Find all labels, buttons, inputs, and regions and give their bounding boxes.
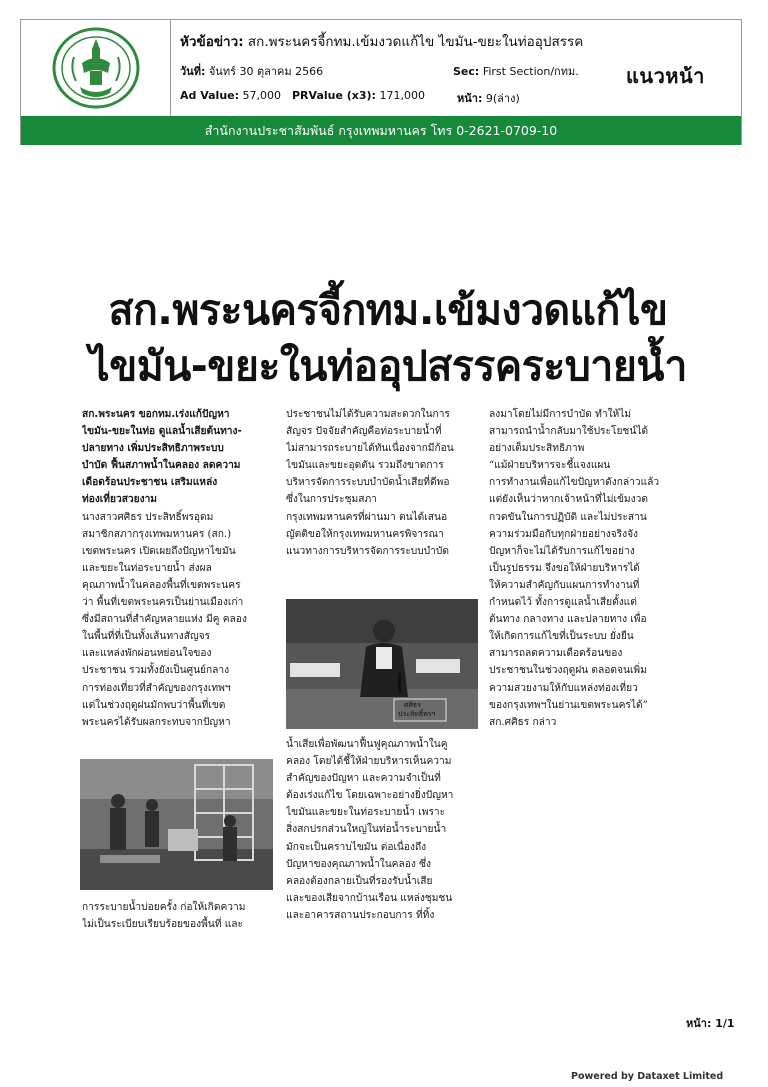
text-line: การทำงานเพื่อแก้ไขปัญหาดังกล่าวแล้ว [489, 477, 660, 489]
text-line: สามารถนำน้ำกลับมาใช้ประโยชน์ได้ [489, 426, 649, 438]
text-line: เขตพระนคร เปิดเผยถึงปัญหาไขมัน [82, 545, 236, 557]
column-3 [489, 406, 693, 746]
newspaper-name: แนวหน้า [626, 64, 705, 88]
text-line: และอาคารสถานประกอบการ ที่ทิ้ง [286, 909, 435, 921]
section-field [453, 62, 579, 80]
text-line: อย่างเต็มประสิทธิภาพ [489, 443, 585, 455]
headline-line-1: สก.พระนครจี้กทม.เข้มงวดแก้ไข [108, 286, 668, 334]
text-line: ปลายทาง เพิ่มประสิทธิภาพระบบ [82, 443, 224, 455]
text-line: กรุงเทพมหานครที่ผ่านมา ตนได้เสนอ [286, 511, 448, 523]
bangkok-seal-logo [52, 27, 140, 109]
text-line: สก.ศศิธร กล่าว [489, 716, 557, 728]
text-line: ของกรุงเทพฯในย่านเขตพระนครได้” [489, 699, 648, 711]
column-2-top [286, 406, 480, 600]
text-line: สก.พระนคร ขอกทม.เร่งแก้ปัญหา [82, 409, 230, 420]
text-line: และขยะในท่อระบายน้ำ ส่งผล [82, 562, 212, 574]
agency-strip: สำนักงานประชาสัมพันธ์ กรุงเทพมหานคร โทร 0-2621-0709-10 [21, 116, 741, 145]
text-line: ว่า พื้นที่เขตพระนครเป็นย่านเมืองเก่า [82, 597, 244, 609]
date-label: วันที่: [180, 65, 206, 78]
date-value: จันทร์ 30 ตุลาคม 2566 [208, 65, 324, 78]
section-value: First Section/กทม. [482, 65, 579, 78]
text-line: ไม่เป็นระเบียบเรียบร้อยของพื้นที่ และ [82, 919, 244, 931]
text-line: แต่ในช่วงฤดูฝนมักพบว่าพื้นที่เขต [82, 699, 226, 711]
text-line: ต้นทาง กลางทาง และปลายทาง เพื่อ [489, 614, 647, 626]
text-line: แนวทางการบริหารจัดการระบบบำบัด [286, 545, 449, 557]
lead-paragraph [82, 406, 277, 509]
text-line: ซึ่งมีสถานที่สำคัญหลายแห่ง มีคู คลอง [82, 614, 247, 626]
pr-value-field [292, 89, 425, 102]
text-line: ความร่วมมือกับทุกฝ่ายอย่างจริงจัง [489, 528, 639, 540]
column-1-continued [82, 899, 277, 939]
ad-value-label: Ad Value: [180, 89, 240, 102]
text-line: บำบัด ฟื้นสภาพน้ำในคลอง ลดความ [82, 460, 241, 472]
headline-line-2: ไขมัน-ขยะในท่ออุปสรรคระบายน้ำ [89, 342, 687, 390]
text-line: ความสวยงามให้กับแหล่งท่องเที่ยว [489, 682, 638, 694]
text-line: และแหล่งพักผ่อนหย่อนใจของ [82, 648, 212, 660]
clipping-header [20, 19, 742, 145]
text-line: ต้องเร่งแก้ไข โดยเฉพาะอย่างยิ่งปัญหา [286, 790, 454, 802]
text-line: ท่องเที่ยวสวยงาม [82, 494, 158, 506]
text-line: ไม่สามารถระบายได้ทันเนื่องจากมีก้อน [286, 443, 454, 455]
section-label: Sec: [453, 65, 480, 78]
text-line: ไขมันและขยะอุดตัน รวมถึงขาดการ [286, 460, 444, 472]
value-line [180, 89, 520, 105]
pr-value: 171,000 [379, 89, 425, 102]
name-plate-text: ศศิธรประสิทธิ์พรฯ [398, 701, 436, 718]
logo-cell [21, 20, 171, 116]
text-line: ในพื้นที่ที่เป็นทั้งเส้นทางสัญจร [82, 631, 211, 643]
text-line: สามารถลดความเดือดร้อนของ [489, 648, 623, 660]
photo-council-member-speaking [286, 599, 478, 729]
text-line: มักจะเป็นคราบไขมัน ต่อเนื่องถึง [286, 841, 427, 853]
pr-value-label: PRValue (x3): [292, 89, 376, 102]
headline [48, 282, 728, 394]
page-counter: หน้า: 1/1 [686, 1017, 735, 1030]
text-line: ญัตติขอให้กรุงเทพมหานครพิจารณา [286, 528, 444, 540]
text-line: เดือดร้อนประชาชน เสริมแหล่ง [82, 477, 218, 489]
text-line: ให้เกิดการแก้ไขที่เป็นระบบ ยั่งยืน [489, 631, 634, 643]
text-line: น้ำเสียเพื่อพัฒนาฟื้นฟูคุณภาพน้ำในคู [286, 739, 448, 750]
subject-line [180, 30, 635, 52]
text-line: สิ่งสกปรกส่วนใหญ่ในท่อน้ำระบายน้ำ [286, 824, 447, 836]
subject-text: สก.พระนครจี้กทม.เข้มงวดแก้ไข ไขมัน-ขยะในท่ออุปสรรค [247, 34, 584, 50]
column-2-bottom [286, 736, 480, 941]
text-line: พระนครได้รับผลกระทบจากปัญหา [82, 716, 231, 728]
photo-workers-cleaning-drains [80, 759, 273, 890]
text-line: นางสาวศศิธร ประสิทธิ์พรอุดม [82, 511, 214, 523]
text-line: แต่ยังเห็นว่าหากเจ้าหน้าที่ไม่เข้มงวด [489, 494, 648, 506]
text-line: คุณภาพน้ำในคลองพื้นที่เขตพระนคร [82, 579, 241, 591]
text-line: ไขมัน-ขยะในท่อ ดูแลน้ำเสียต้นทาง- [82, 426, 242, 438]
text-line: ซึ่งในการประชุมสภา [286, 494, 377, 506]
text-line: สำคัญของปัญหา และความจำเป็นที่ [286, 773, 441, 785]
text-line: ประชาชนไม่ได้รับความสะดวกในการ [286, 409, 450, 420]
body-paragraph [82, 509, 277, 731]
text-line: กำหนดไว้ ทั้งการดูแลน้ำเสียตั้งแต่ [489, 597, 637, 609]
text-line: ไขมันและขยะในท่อระบายน้ำ เพราะ [286, 807, 446, 819]
text-line: สัญจร ปัจจัยสำคัญคือท่อระบายน้ำที่ [286, 426, 442, 438]
text-line: ประชาชน รวมทั้งยังเป็นศูนย์กลาง [82, 665, 230, 677]
ad-value: 57,000 [242, 89, 282, 102]
text-line: สมาชิกสภากรุงเทพมหานคร (สก.) [82, 528, 232, 540]
text-line: ลงมาโดยไม่มีการบำบัด ทำให้ไม่ [489, 409, 632, 420]
text-line: คลองต้องกลายเป็นที่รองรับน้ำเสีย [286, 875, 433, 887]
date-line [180, 62, 579, 80]
text-line: กวดขันในการปฏิบัติ และไม่ประสาน [489, 511, 647, 523]
text-line: คลอง โดยได้ชี้ให้ฝ่ายบริหารเห็นความ [286, 756, 452, 768]
column-1 [82, 406, 277, 782]
page-field [457, 89, 520, 107]
text-line: ปัญหาของคุณภาพน้ำในคลอง ซึ่ง [286, 858, 431, 870]
text-line: และของเสียจากบ้านเรือน แหล่งชุมชน [286, 892, 453, 904]
text-line: ให้ความสำคัญกับแผนการทำงานที่ [489, 579, 640, 591]
text-line: ปัญหาก็จะไม่ได้รับการแก้ไขอย่าง [489, 545, 635, 557]
text-line: ประชาชนในช่วงฤดูฝน ตลอดจนเพิ่ม [489, 665, 647, 677]
clipping-info [172, 20, 741, 116]
text-line: การท่องเที่ยวที่สำคัญของกรุงเทพฯ [82, 682, 231, 694]
powered-by: Powered by Dataxet Limited [571, 1071, 724, 1082]
subject-label: หัวข้อข่าว: [180, 34, 244, 50]
text-line: “แม้ฝ่ายบริหารจะชี้แจงแผน [489, 460, 611, 472]
text-line: การระบายน้ำบ่อยครั้ง ก่อให้เกิดความ [82, 902, 246, 913]
page-value: 9(ล่าง) [485, 92, 520, 105]
text-line: บริหารจัดการระบบบำบัดน้ำเสียที่ดีพอ [286, 477, 450, 489]
page-label: หน้า: [457, 92, 483, 105]
text-line: เป็นรูปธรรม จึงขอให้ฝ่ายบริหารได้ [489, 562, 640, 574]
